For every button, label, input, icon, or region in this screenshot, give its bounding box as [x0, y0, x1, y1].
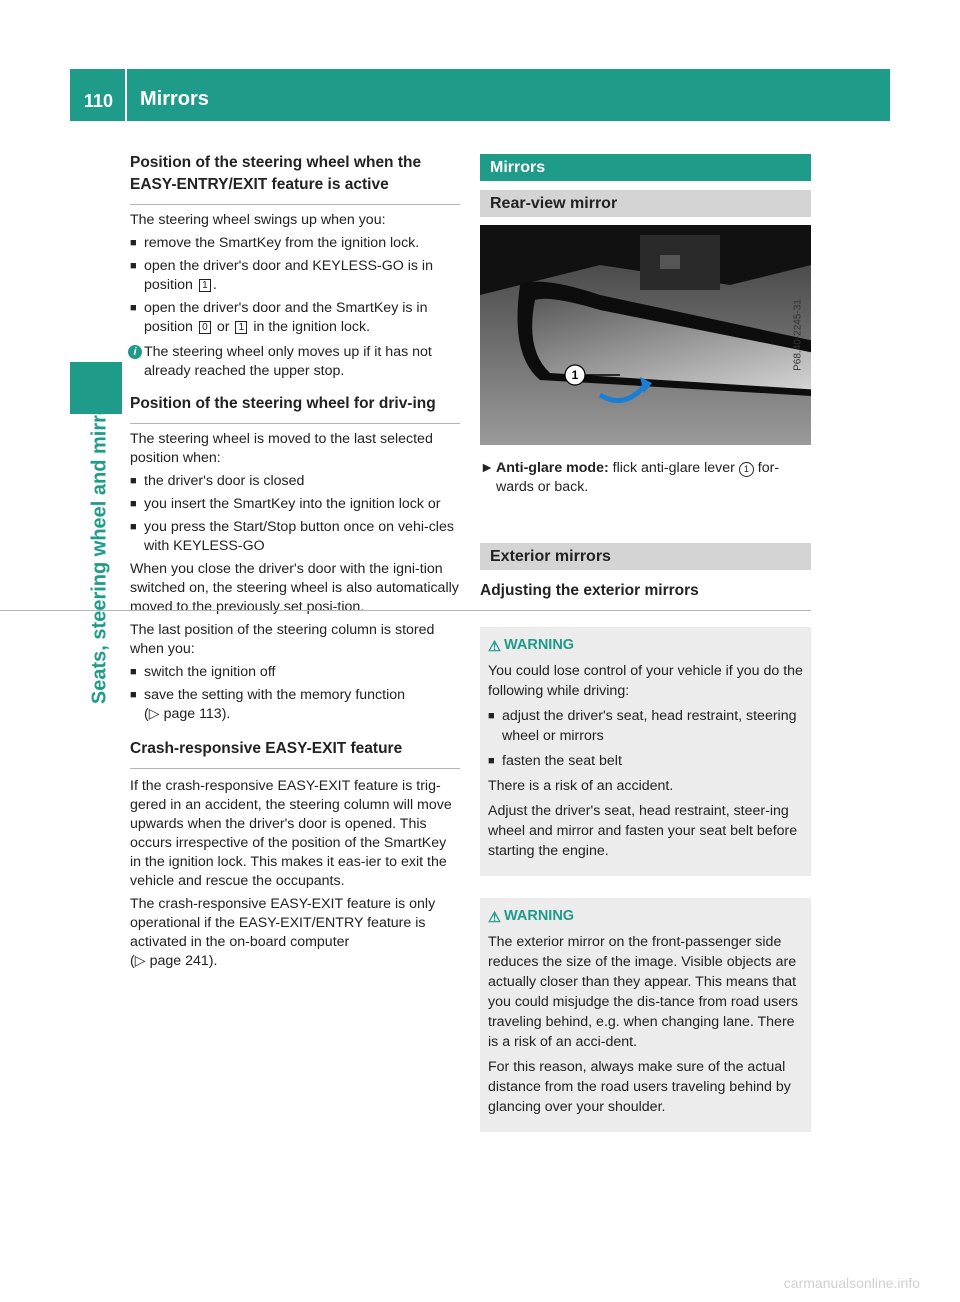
- bullet-icon: ■: [130, 666, 137, 678]
- bullet-icon: ■: [130, 260, 137, 272]
- paragraph: When you close the driver's door with the igni-tion switched on, the steering wheel is also automatically moved to the previously set posi-tion.: [130, 561, 459, 615]
- subsection-bar-rear-view-mirror: Rear-view mirror: [480, 190, 811, 217]
- list-item: ■ the driver's door is closed: [130, 473, 305, 489]
- section-heading-crash-responsive: Crash-responsive EASY-EXIT feature: [130, 738, 460, 769]
- list-item: ■ switch the ignition off: [130, 664, 276, 680]
- page-reference-link[interactable]: (▷ page 113).: [144, 706, 231, 722]
- info-icon: i: [128, 345, 142, 359]
- callout-1: 1: [571, 368, 579, 382]
- warning-triangle-icon: ⚠: [488, 639, 501, 655]
- list-item: ■ open the driver's door and KEYLESS-GO is in position 1 .: [130, 258, 433, 293]
- list-item: ■ you press the Start/Stop button once on vehi-cles with KEYLESS-GO: [130, 519, 454, 554]
- section-heading-driving-position: Position of the steering wheel for driv-ing: [130, 393, 460, 424]
- footer-watermark: carmanualsonline.info: [783, 1275, 920, 1291]
- left-column: [130, 152, 460, 975]
- bullet-icon: ■: [130, 302, 137, 314]
- warning-text: The exterior mirror on the front-passenger side reduces the size of the image. Visible objects are actually closer than they appear. This means that you could misjudge the dis-tance from road users traveling behind, e.g. when changing lane. There is a risk of an acci-dent.: [488, 934, 798, 1050]
- heading-adjusting-exterior-mirrors: Adjusting the exterior mirrors: [0, 580, 811, 611]
- warning-title: ⚠ WARNING: [488, 908, 575, 926]
- bullet-icon: ■: [130, 475, 137, 487]
- paragraph: The steering wheel is moved to the last selected position when:: [130, 431, 433, 466]
- bullet-icon: ■: [488, 755, 495, 767]
- paragraph: The last position of the steering column is stored when you:: [130, 622, 435, 657]
- list-item: ■ open the driver's door and the SmartKey is in position 0 or 1 in the ignition lock.: [130, 300, 428, 335]
- side-tab-label: Seats, steering wheel and mirrors: [88, 383, 111, 705]
- bullet-icon: ■: [130, 689, 137, 701]
- subsection-bar-exterior-mirrors: Exterior mirrors: [480, 543, 811, 570]
- paragraph: The crash-responsive EASY-EXIT feature is only operational if the EASY-EXIT/ENTRY feature is activated in the on-board computer (▷ page 241).: [130, 896, 436, 969]
- bullet-icon: ■: [130, 521, 137, 533]
- key-position-0-icon: 0: [199, 321, 211, 334]
- action-item: ► Anti-glare mode: flick anti-glare lever 1 for-wards or back.: [480, 460, 780, 495]
- section-heading-easy-entry: Position of the steering wheel when the EASY-ENTRY/EXIT feature is active: [130, 152, 460, 205]
- side-tab: [86, 383, 114, 705]
- callout-1-icon: 1: [739, 462, 754, 477]
- paragraph: If the crash-responsive EASY-EXIT feature is trig-gered in an accident, the steering column will move upwards when the driver's door is opened. This occurs irrespective of the position of the SmartKey in the ignition lock. This makes it eas-ier to exit the vehicle and rescue the occupants.: [130, 778, 452, 889]
- image-code: P68.40-2245-31: [792, 299, 804, 371]
- section-bar-mirrors: Mirrors: [480, 154, 811, 181]
- bullet-icon: ■: [130, 498, 137, 510]
- paragraph: The steering wheel swings up when you:: [130, 212, 386, 228]
- list-item: ■ remove the SmartKey from the ignition lock.: [130, 235, 420, 251]
- key-position-1-icon: 1: [199, 279, 211, 292]
- rear-view-mirror-illustration: [480, 225, 811, 445]
- info-note: i The steering wheel only moves up if it has not already reached the upper stop.: [130, 343, 460, 381]
- key-position-1-icon: 1: [235, 321, 247, 334]
- page-number: 110: [84, 91, 114, 111]
- list-item: ■ adjust the driver's seat, head restraint, steering wheel or mirrors: [488, 708, 797, 744]
- warning-text: You could lose control of your vehicle if you do the following while driving:: [488, 663, 803, 699]
- action-arrow-icon: ►: [480, 460, 495, 476]
- warning-text: For this reason, always make sure of the actual distance from the road users traveling behind by glancing over your shoulder.: [488, 1059, 791, 1115]
- warning-box: [480, 627, 811, 876]
- bullet-icon: ■: [488, 710, 495, 722]
- rear-view-mirror-image: [480, 225, 811, 445]
- list-item: ■ you insert the SmartKey into the ignition lock or: [130, 496, 441, 512]
- list-item: ■ save the setting with the memory function (▷ page 113).: [130, 687, 406, 722]
- bullet-icon: ■: [130, 237, 137, 249]
- warning-box: [480, 898, 811, 1132]
- warning-triangle-icon: ⚠: [488, 910, 501, 926]
- warning-text: Adjust the driver's seat, head restraint, steer-ing wheel and mirror and fasten your seat belt before starting the engine.: [488, 803, 798, 859]
- header-title: Mirrors: [140, 88, 209, 110]
- right-column: [480, 154, 811, 1132]
- page-reference-link[interactable]: (▷ page 241).: [130, 953, 218, 969]
- warning-title: ⚠ WARNING: [488, 637, 575, 655]
- header-divider: [125, 69, 127, 121]
- list-item: ■ fasten the seat belt: [488, 753, 622, 769]
- warning-text: There is a risk of an accident.: [488, 778, 674, 794]
